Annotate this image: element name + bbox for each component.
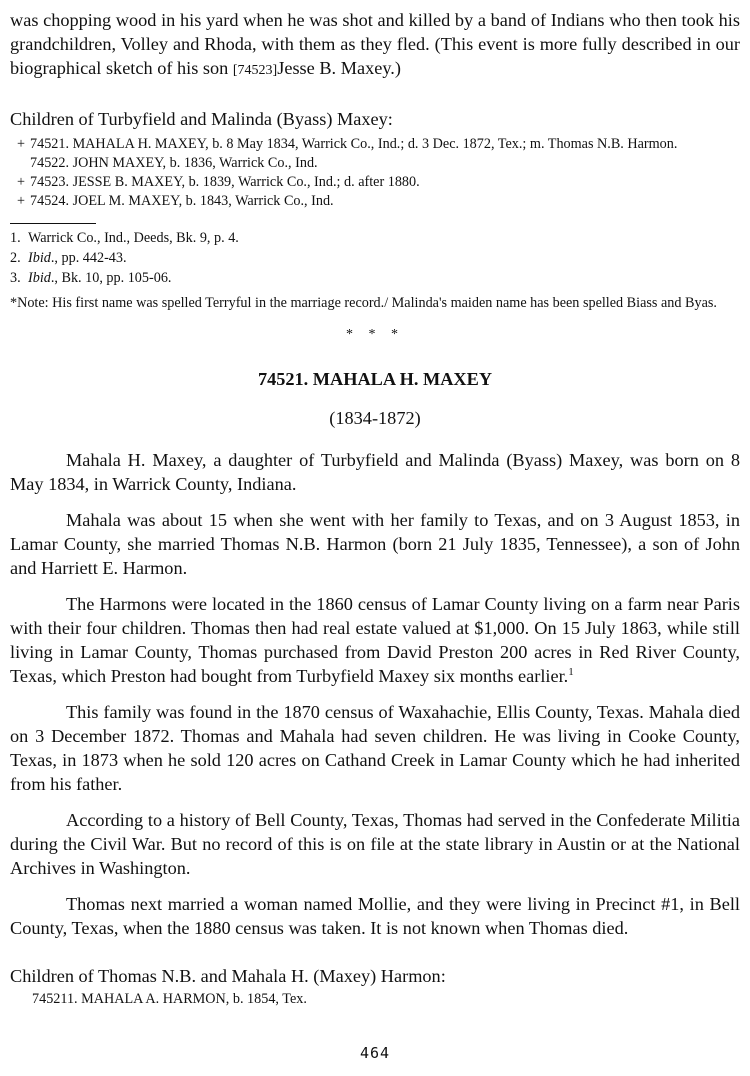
biography-title: 74521. MAHALA H. MAXEY <box>257 369 493 389</box>
child-entry: 74523. JESSE B. MAXEY, b. 1839, Warrick Co., Ind.; d. after 1880. <box>30 174 420 190</box>
children-list-harmon <box>10 990 740 1009</box>
list-item: 745211. MAHALA A. HARMON, b. 1854, Tex. <box>32 991 307 1008</box>
child-entry: 74521. MAHALA H. MAXEY, b. 8 May 1834, Warrick Co., Ind.; d. 3 Dec. 1872, Tex.; m. Thomas N.B. Harmon. <box>30 136 678 152</box>
children-heading-harmon: Children of Thomas N.B. and Mahala H. (Maxey) Harmon: <box>10 966 446 987</box>
lead-paragraph: was chopping wood in his yard when he was shot and killed by a band of Indians who then took his grandchildren, Volley and Rhoda, with them as they fled. (This event is more fully described in our biographical sketch of his son [74523]Jesse B. Maxey.) <box>10 10 740 78</box>
list-item <box>10 154 740 173</box>
biography-paragraph: According to a history of Bell County, Texas, Thomas had served in the Confederate Militia during the Civil War. But no record of this is on file at the state library in Austin or at the National Archives in Washington. <box>10 810 740 879</box>
descendant-marker: + <box>16 174 25 190</box>
spelling-note: *Note: His first name was spelled Terryful in the marriage record./ Malinda's maiden name has been spelled Biass and Byas. <box>10 295 717 311</box>
child-entry: 74522. JOHN MAXEY, b. 1836, Warrick Co., Ind. <box>30 155 318 171</box>
footnotes-list <box>10 228 740 288</box>
children-list-maxey <box>10 135 740 211</box>
list-item <box>10 135 740 154</box>
footnote: 3. Ibid., Bk. 10, pp. 105-06. <box>10 270 172 286</box>
biography-dates: (1834-1872) <box>329 408 421 429</box>
biography-paragraph: Mahala was about 15 when she went with her family to Texas, and on 3 August 1853, in Lamar County, she married Thomas N.B. Harmon (born 21 July 1835, Tennessee), a son of John and Harriett E. Harmon. <box>10 510 740 579</box>
list-item <box>10 192 740 211</box>
biography-paragraph: Thomas next married a woman named Mollie, and they were living in Precinct #1, in Bell County, Texas, when the 1880 census was taken. It is not known when Thomas died. <box>10 894 740 939</box>
biography-paragraph: This family was found in the 1870 census of Waxahachie, Ellis County, Texas. Mahala died on 3 December 1872. Thomas and Mahala had seven children. He was living in Cooke County, Texas, in 1873 when he sold 120 acres on Cathand Creek in Lamar County which he had inherited from his father. <box>10 702 740 795</box>
footnote-divider <box>10 223 96 224</box>
children-heading-maxey: Children of Turbyfield and Malinda (Byass) Maxey: <box>10 109 393 129</box>
page-number: 464 <box>359 1044 391 1062</box>
list-item <box>10 173 740 192</box>
biography-paragraph: The Harmons were located in the 1860 census of Lamar County living on a farm near Paris with their four children. Thomas then had real estate valued at $1,000. On 15 July 1863, while still living in Lamar County, Thomas purchased from David Preston 200 acres in Red River County, Texas, which Preston had bought from Turbyfield Maxey six months earlier.$^1$ <box>10 594 740 687</box>
footnote: 2. Ibid., pp. 442-43. <box>10 250 127 266</box>
footnote: 1. Warrick Co., Ind., Deeds, Bk. 9, p. 4. <box>10 230 239 246</box>
descendant-marker: + <box>16 136 25 152</box>
descendant-marker <box>10 154 30 173</box>
section-separator: * * * <box>346 327 404 342</box>
biography-paragraph: Mahala H. Maxey, a daughter of Turbyfield and Malinda (Byass) Maxey, was born on 8 May 1834, in Warrick County, Indiana. <box>10 450 740 495</box>
footnote-reference: 1 <box>568 666 574 679</box>
child-entry: 74524. JOEL M. MAXEY, b. 1843, Warrick Co., Ind. <box>30 193 334 209</box>
descendant-marker: + <box>16 193 25 209</box>
cross-reference-id: [74523] <box>232 63 278 78</box>
